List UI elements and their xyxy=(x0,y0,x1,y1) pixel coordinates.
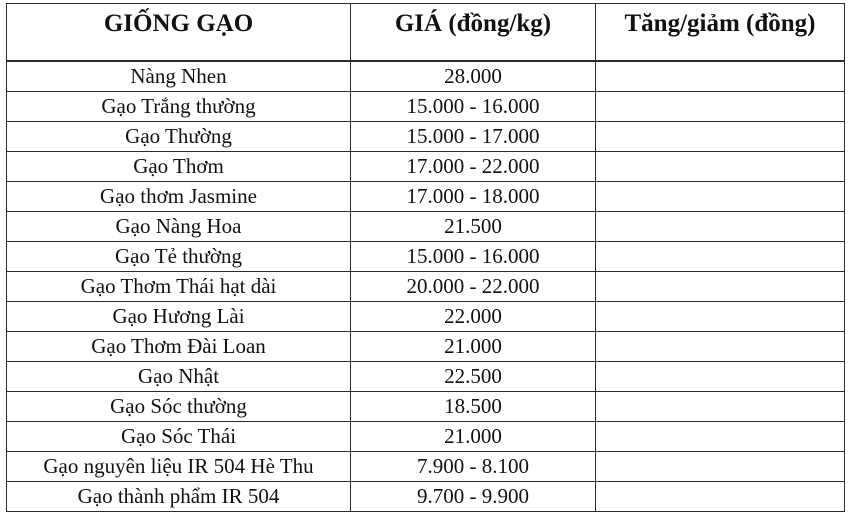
cell-variety: Gạo Nhật xyxy=(7,361,351,391)
header-row xyxy=(7,4,845,61)
cell-price: 22.000 xyxy=(351,301,596,331)
cell-variety: Gạo Tẻ thường xyxy=(7,241,351,271)
header-price: GIÁ (đồng/kg) xyxy=(351,4,596,61)
cell-change xyxy=(596,121,845,151)
cell-price: 7.900 - 8.100 xyxy=(351,451,596,481)
table-row xyxy=(7,301,845,331)
cell-price: 17.000 - 22.000 xyxy=(351,151,596,181)
cell-change xyxy=(596,181,845,211)
cell-change xyxy=(596,271,845,301)
cell-change xyxy=(596,91,845,121)
cell-change xyxy=(596,361,845,391)
cell-price: 18.500 xyxy=(351,391,596,421)
cell-variety: Gạo Thơm Thái hạt dài xyxy=(7,271,351,301)
cell-change xyxy=(596,391,845,421)
table-row xyxy=(7,91,845,121)
table-row xyxy=(7,421,845,451)
cell-variety: Gạo Trắng thường xyxy=(7,91,351,121)
cell-change xyxy=(596,421,845,451)
cell-price: 21.000 xyxy=(351,331,596,361)
cell-variety: Gạo Thường xyxy=(7,121,351,151)
cell-variety: Gạo thơm Jasmine xyxy=(7,181,351,211)
cell-price: 15.000 - 17.000 xyxy=(351,121,596,151)
cell-price: 9.700 - 9.900 xyxy=(351,481,596,511)
cell-price: 22.500 xyxy=(351,361,596,391)
table-body xyxy=(7,61,845,512)
table-row xyxy=(7,331,845,361)
cell-change xyxy=(596,301,845,331)
cell-variety: Gạo nguyên liệu IR 504 Hè Thu xyxy=(7,451,351,481)
table-row xyxy=(7,151,845,181)
cell-price: 15.000 - 16.000 xyxy=(351,241,596,271)
cell-change xyxy=(596,61,845,92)
header-change: Tăng/giảm (đồng) xyxy=(596,4,845,61)
cell-price: 21.500 xyxy=(351,211,596,241)
table-row xyxy=(7,211,845,241)
cell-price: 17.000 - 18.000 xyxy=(351,181,596,211)
header-variety: GIỐNG GẠO xyxy=(7,4,351,61)
cell-change xyxy=(596,241,845,271)
cell-variety: Gạo Nàng Hoa xyxy=(7,211,351,241)
table-row xyxy=(7,361,845,391)
cell-price: 20.000 - 22.000 xyxy=(351,271,596,301)
cell-change xyxy=(596,451,845,481)
cell-variety: Gạo Hương Lài xyxy=(7,301,351,331)
cell-change xyxy=(596,481,845,511)
cell-change xyxy=(596,211,845,241)
table-row xyxy=(7,451,845,481)
table-row xyxy=(7,481,845,511)
cell-variety: Nàng Nhen xyxy=(7,61,351,92)
cell-variety: Gạo Thơm xyxy=(7,151,351,181)
table-row xyxy=(7,271,845,301)
cell-variety: Gạo thành phẩm IR 504 xyxy=(7,481,351,511)
cell-variety: Gạo Sóc thường xyxy=(7,391,351,421)
cell-price: 21.000 xyxy=(351,421,596,451)
table-row xyxy=(7,391,845,421)
table-row xyxy=(7,241,845,271)
rice-price-table xyxy=(6,3,845,512)
cell-price: 28.000 xyxy=(351,61,596,92)
cell-change xyxy=(596,151,845,181)
cell-variety: Gạo Thơm Đài Loan xyxy=(7,331,351,361)
table-row xyxy=(7,181,845,211)
cell-price: 15.000 - 16.000 xyxy=(351,91,596,121)
table-row xyxy=(7,121,845,151)
table-row xyxy=(7,61,845,92)
cell-variety: Gạo Sóc Thái xyxy=(7,421,351,451)
table-header xyxy=(7,4,845,61)
cell-change xyxy=(596,331,845,361)
